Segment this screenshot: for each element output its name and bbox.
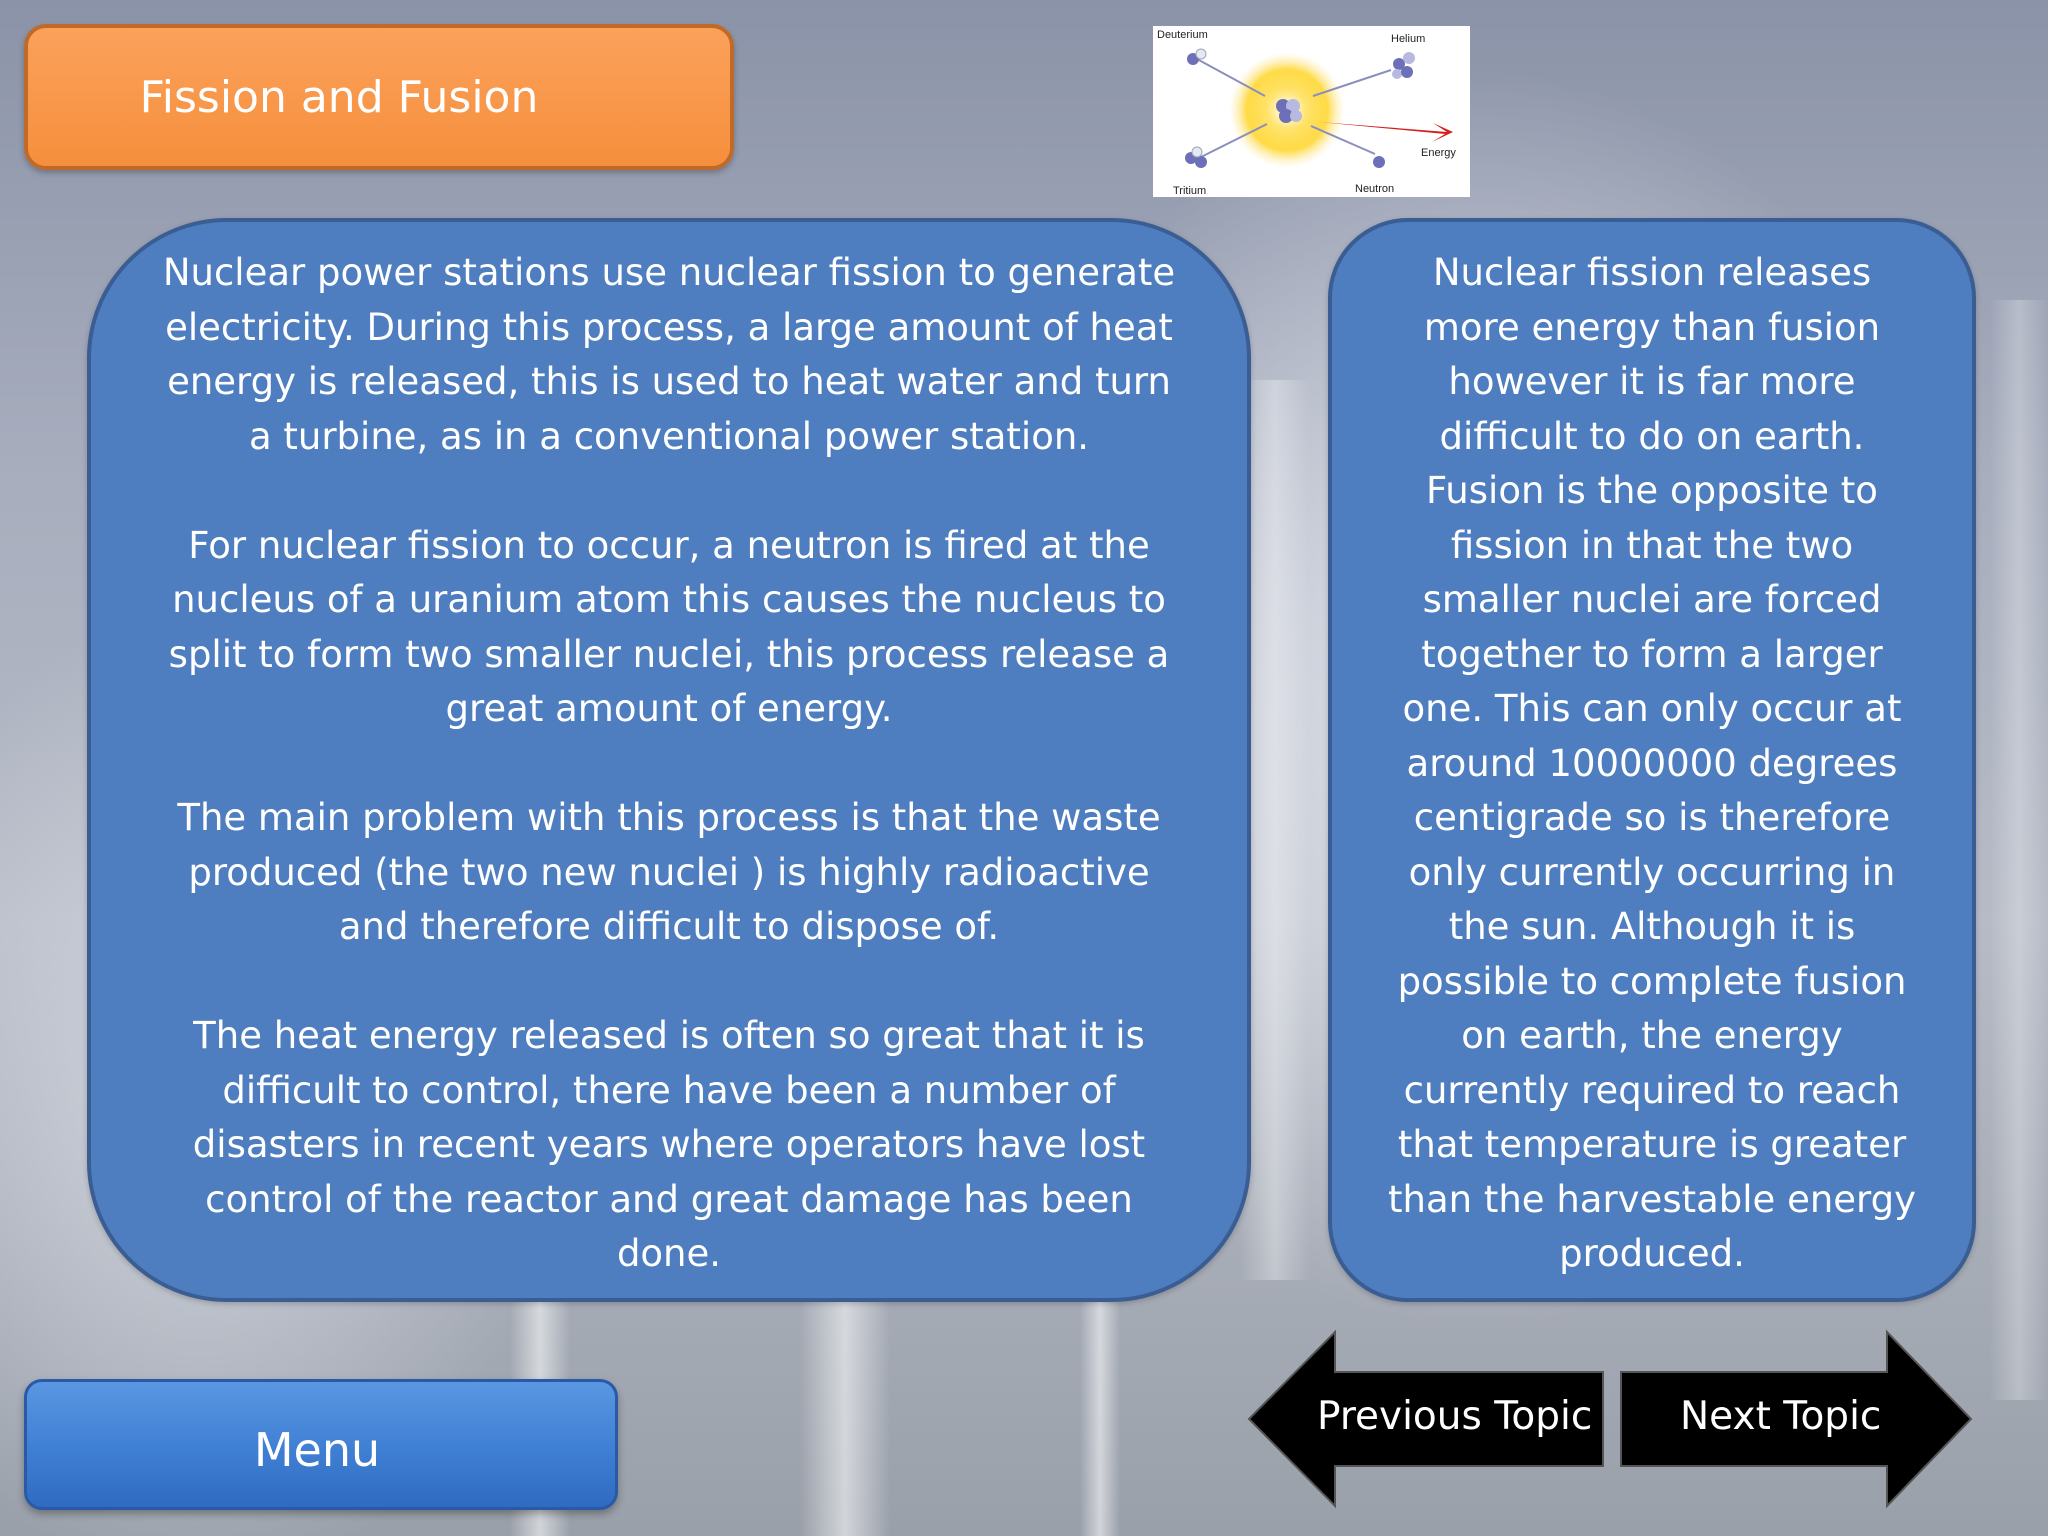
fission-paragraph: Nuclear power stations use nuclear fission to generate electricity. During this process, a large amount of heat energy is released, this is used to heat water and turn a turbine, as in a conventional power station. (162, 251, 1176, 458)
fusion-diagram (1153, 26, 1470, 197)
helium-particle (1403, 52, 1415, 64)
fusion-text-panel (1328, 218, 1976, 1302)
fusion-diagram-svg (1153, 26, 1470, 197)
fusion-paragraph: Nuclear fission releases more energy than fusion however it is far more difficult to do on earth. Fusion is the opposite to fission in that the two smaller nuclei are forced together to form a larger one. This can only occur at around 10000000 degrees centigrade so is therefore only currently occurring in the sun. Although it is possible to complete fusion on earth, the energy currently required to reach that temperature is greater than the harvestable energy produced. (1388, 251, 1916, 1275)
fission-paragraph: The main problem with this process is that the waste produced (the two new nuclei ) is highly radioactive and therefore difficult to dispose of. (177, 796, 1161, 948)
helium-particle (1401, 66, 1413, 78)
tritium-particle (1192, 147, 1202, 157)
menu-button[interactable] (24, 1379, 618, 1510)
diagram-label-deuterium: Deuterium (1157, 29, 1208, 41)
nucleus-particle (1290, 110, 1302, 122)
fission-paragraph: For nuclear fission to occur, a neutron is fired at the nucleus of a uranium atom this causes the nucleus to split to form two smaller nuclei, this process release a great amount of energy. (168, 523, 1170, 730)
deuterium-particle (1196, 49, 1206, 59)
title-banner (24, 24, 734, 170)
neutron-particle (1373, 156, 1385, 168)
next-topic-button[interactable] (1617, 1328, 1975, 1510)
tritium-particle (1195, 156, 1207, 168)
diagram-label-helium: Helium (1391, 33, 1426, 45)
previous-topic-button[interactable] (1245, 1328, 1607, 1510)
menu-button-label: Menu (253, 1422, 381, 1477)
previous-topic-label: Previous Topic (1317, 1394, 1593, 1439)
helium-particle (1392, 69, 1402, 79)
page-title: Fission and Fusion (139, 71, 539, 123)
fission-text-panel (87, 218, 1251, 1302)
next-topic-label: Next Topic (1680, 1394, 1882, 1439)
fission-paragraph: The heat energy released is often so great that it is difficult to control, there have been a number of disasters in recent years where operators have lost control of the reactor and great damage has been done. (192, 1014, 1146, 1275)
diagram-label-tritium: Tritium (1173, 185, 1207, 197)
diagram-label-neutron: Neutron (1355, 183, 1395, 195)
diagram-label-energy: Energy (1421, 147, 1456, 159)
